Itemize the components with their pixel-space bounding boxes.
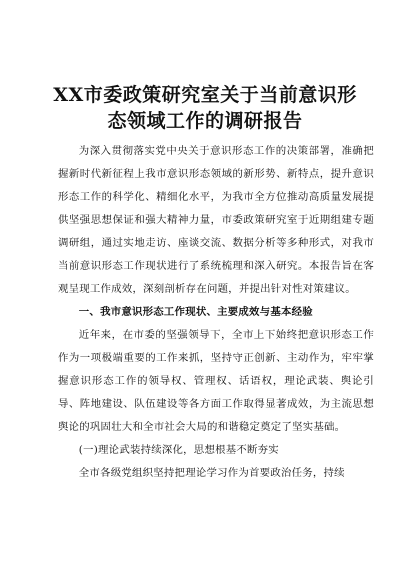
document-body <box>58 140 374 485</box>
subsection-1-heading: (一)理论武装持续深化，思想根基不断夯实 <box>78 444 279 456</box>
section-1-paragraph: 近年来，在市委的坚强领导下，全市上下始终把意识形态工作作为一项极端重要的工作来抓，坚持守正创新、主动作为，牢牢掌握意识形态工作的领导权、管理权、话语权，理论武装、舆论引导、阵地建设、队伍建设等各方面工作取得显著成效，为主流思想舆论的巩固壮大和全市社会大局的和谐稳定奠定了坚实基础。 <box>58 329 374 433</box>
subsection-1-paragraph: 全市各级党组织坚持把理论学习作为首要政治任务，持续 <box>78 467 345 479</box>
intro-paragraph: 为深入贯彻落实党中央关于意识形态工作的决策部署，准确把握新时代新征程上我市意识形态领域的新形势、新特点，提升意识形态工作的科学化、精细化水平，为我市全方位推动高质量发展提供坚强思想保证和强大精神力量，市委政策研究室于近期组建专题调研组，通过实地走访、座谈交流、数据分析等多种形式，对我市当前意识形态工作现状进行了系统梳理和深入研究。本报告旨在客观呈现工作成效，深刻剖析存在问题，并提出针对性对策建议。 <box>58 145 374 295</box>
document-title-line-2: 态领域工作的调研报告 <box>107 110 303 132</box>
section-1-heading: 一、我市意识形态工作现状、主要成效与基本经验 <box>78 306 313 318</box>
document-title-line-1: XX市委政策研究室关于当前意识形 <box>53 84 357 106</box>
